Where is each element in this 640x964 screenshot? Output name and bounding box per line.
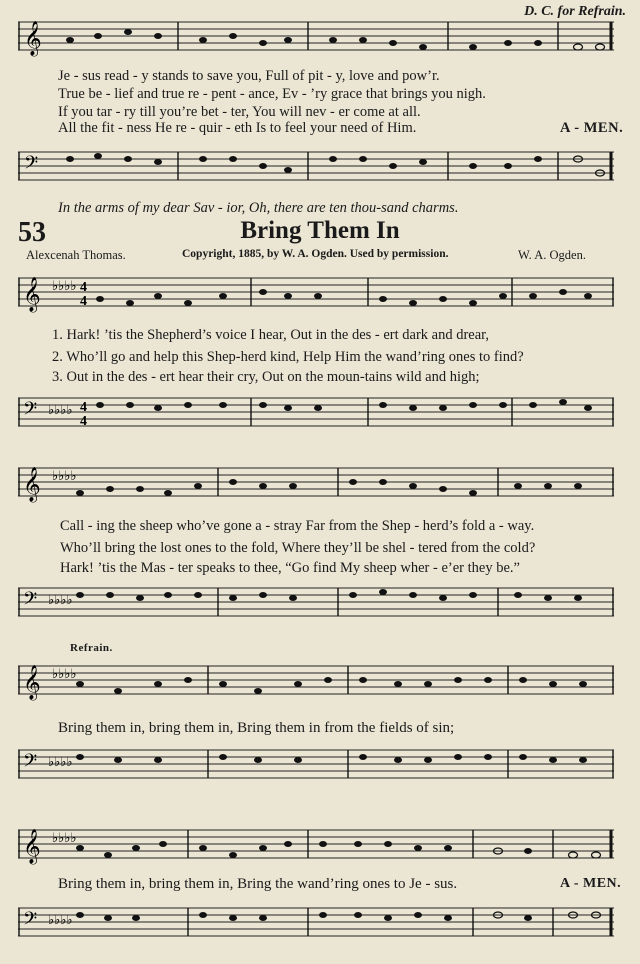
- verse3-line-a: 3. Out in the des - ert hear their cry, Out on the moun-tains wild and high;: [52, 369, 480, 385]
- svg-text:♭♭♭♭: ♭♭♭♭: [52, 831, 77, 846]
- verse2-line-a: 2. Who’ll go and help this Shep-herd kind, Help Him the wand’ring ones to find?: [52, 349, 524, 365]
- svg-text:♭♭♭♭: ♭♭♭♭: [48, 913, 73, 928]
- hymn-number: 53: [18, 217, 46, 248]
- top-refrain-text: In the arms of my dear Sav - ior, Oh, there are ten thou-sand charms.: [58, 200, 459, 216]
- refrain2-treble-staff: [18, 826, 614, 864]
- svg-text:♭♭♭♭: ♭♭♭♭: [52, 667, 77, 682]
- top-verse-line-1: Je - sus read - y stands to save you, Full of pit - y, love and pow’r.: [58, 68, 440, 84]
- svg-text:4: 4: [80, 400, 87, 415]
- refrain1-bass-staff: [18, 746, 614, 784]
- svg-text:4: 4: [80, 414, 87, 429]
- svg-text:𝄞: 𝄞: [23, 665, 41, 700]
- svg-text:♭♭♭♭: ♭♭♭♭: [52, 279, 77, 294]
- refrain2-bass-staff: [18, 904, 614, 942]
- svg-text:𝄢: 𝄢: [23, 751, 38, 776]
- top-treble-staff: [18, 18, 614, 56]
- system2-treble-staff: [18, 464, 614, 502]
- svg-text:𝄞: 𝄞: [24, 21, 42, 56]
- svg-text:♭♭♭♭: ♭♭♭♭: [48, 403, 73, 418]
- top-bass-staff: [18, 148, 614, 186]
- copyright-notice: Copyright, 1885, by W. A. Ogden. Used by permission.: [182, 248, 449, 260]
- svg-text:𝄢: 𝄢: [23, 589, 38, 614]
- refrain-lyric-line-2: Bring them in, bring them in, Bring the wand’ring ones to Je - sus.: [58, 876, 458, 892]
- top-verse-line-2: True be - lief and true re - pent - ance, Ev - ’ry grace that brings you nigh.: [58, 86, 486, 102]
- verse1-line-a: 1. Hark! ’tis the Shepherd’s voice I hear, Out in the des - ert dark and drear,: [52, 327, 490, 343]
- top-verse-line-4: All the fit - ness He re - quir - eth Is to feel your need of Him.: [58, 120, 417, 136]
- svg-text:𝄢: 𝄢: [24, 153, 39, 178]
- author-credit: Alexcenah Thomas.: [26, 248, 126, 262]
- svg-text:𝄞: 𝄞: [23, 277, 41, 312]
- svg-text:♭♭♭♭: ♭♭♭♭: [48, 593, 73, 608]
- svg-text:4: 4: [80, 280, 87, 295]
- system2-bass-staff: [18, 584, 614, 622]
- hymn-amen: A - MEN.: [560, 876, 622, 891]
- svg-text:♭♭♭♭: ♭♭♭♭: [48, 755, 73, 770]
- verse3-line-b: Hark! ’tis the Mas - ter speaks to thee, “Go find My sheep wher - e’er they be.”: [60, 560, 520, 576]
- system1-bass-staff: [18, 394, 614, 432]
- svg-text:𝄢: 𝄢: [23, 909, 38, 934]
- verse2-line-b: Who’ll bring the lost ones to the fold, Where they’ll be shel - tered from the cold?: [60, 540, 536, 556]
- composer-credit: W. A. Ogden.: [518, 248, 586, 262]
- svg-text:𝄞: 𝄞: [23, 829, 41, 864]
- top-verse-line-3: If you tar - ry till you’re bet - ter, You will nev - er come at all.: [58, 104, 421, 120]
- svg-text:𝄞: 𝄞: [23, 467, 41, 502]
- svg-text:4: 4: [80, 294, 87, 309]
- svg-text:𝄢: 𝄢: [23, 399, 38, 424]
- top-amen: A - MEN.: [560, 120, 624, 136]
- system1-treble-staff: [18, 274, 614, 312]
- refrain1-treble-staff: [18, 662, 614, 700]
- refrain-lyric-line-1: Bring them in, bring them in, Bring them in from the fields of sin;: [58, 720, 455, 736]
- refrain-label: Refrain.: [70, 642, 113, 654]
- svg-text:♭♭♭♭: ♭♭♭♭: [52, 469, 77, 484]
- dc-for-refrain-label: D. C. for Refrain.: [524, 4, 626, 19]
- verse1-line-b: Call - ing the sheep who’ve gone a - stray Far from the Shep - herd’s fold a - way.: [60, 518, 535, 534]
- hymn-title: Bring Them In: [240, 217, 400, 244]
